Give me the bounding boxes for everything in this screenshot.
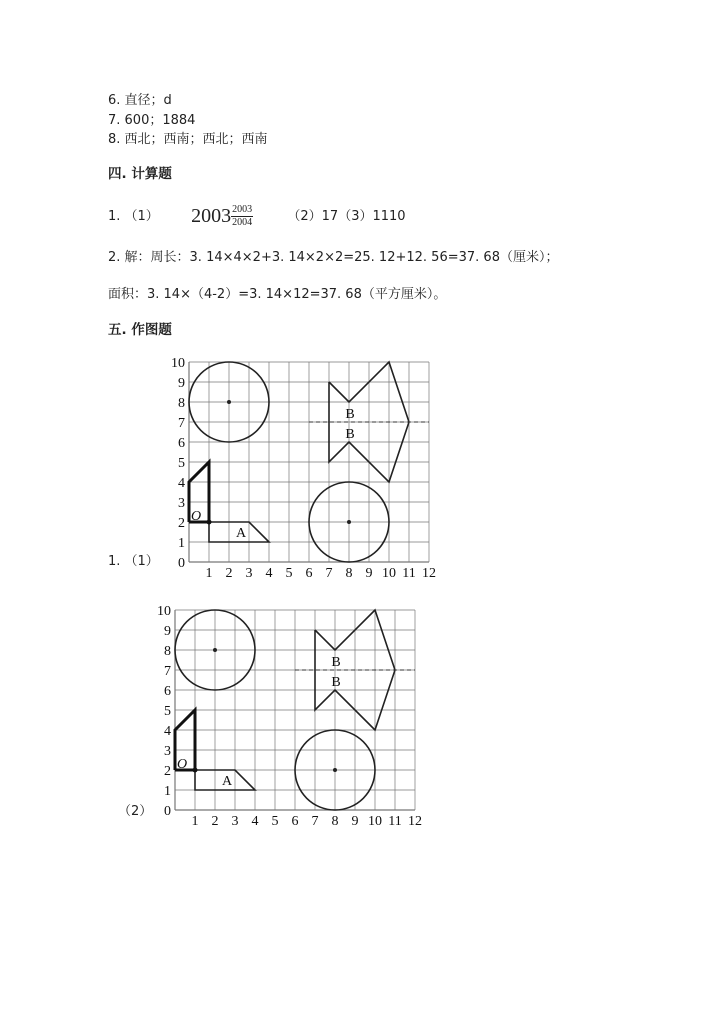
y-tick-label: 9 — [178, 376, 185, 391]
calc-q1-rest: （2）17（3）1110 — [287, 209, 406, 224]
figure-1-label: 1. （1） — [108, 554, 159, 569]
circle-center-dot — [227, 400, 231, 404]
y-tick-label: 10 — [157, 604, 171, 619]
y-tick-label: 7 — [164, 664, 171, 679]
label-b-lower: B — [345, 427, 355, 442]
circle-center-dot — [213, 648, 217, 652]
label-o: O — [190, 509, 202, 524]
circle-center-dot — [333, 768, 337, 772]
y-tick-label: 8 — [164, 644, 171, 659]
y-tick-label: 3 — [164, 744, 171, 759]
y-tick-label: 6 — [178, 436, 185, 451]
x-tick-label: 5 — [271, 814, 279, 829]
label-b-upper: B — [345, 407, 355, 422]
x-tick-label: 3 — [231, 814, 239, 829]
x-tick-label: 12 — [422, 566, 436, 581]
x-tick-label: 11 — [388, 814, 402, 829]
calc-q1-integer: 2003 — [191, 205, 232, 227]
x-tick-label: 10 — [382, 566, 396, 581]
label-b-upper: B — [331, 655, 341, 670]
y-tick-label: 4 — [178, 476, 185, 491]
y-tick-label: 4 — [164, 724, 171, 739]
y-tick-label: 2 — [178, 516, 185, 531]
y-tick-label: 7 — [178, 416, 185, 431]
answer-line-8: 8. 西北；西南；西北；西南 — [108, 132, 268, 147]
x-tick-label: 8 — [345, 566, 353, 581]
fraction-denominator: 2004 — [232, 217, 253, 228]
x-tick-label: 2 — [225, 566, 233, 581]
section-5-title: 五. 作图题 — [108, 322, 172, 338]
label-o: O — [176, 757, 188, 772]
x-tick-label: 2 — [211, 814, 219, 829]
calc-q2-line1: 2. 解：周长：3. 14×4×2+3. 14×2×2=25. 12+12. 56=37. 68（厘米）； — [108, 250, 559, 265]
x-tick-label: 5 — [285, 566, 293, 581]
section-4-title: 四. 计算题 — [108, 166, 172, 182]
x-tick-label: 4 — [251, 814, 259, 829]
y-tick-label: 1 — [164, 784, 171, 799]
y-tick-label: 2 — [164, 764, 171, 779]
y-tick-label: 5 — [178, 456, 185, 471]
x-tick-label: 3 — [245, 566, 253, 581]
y-tick-label: 9 — [164, 624, 171, 639]
point-o-dot — [193, 768, 198, 773]
figure-2-label: （2） — [118, 804, 153, 819]
answer-line-7: 7. 600；1884 — [108, 113, 196, 128]
y-tick-label: 5 — [164, 704, 171, 719]
y-tick-label: 0 — [178, 556, 185, 571]
answer-line-6: 6. 直径；d — [108, 93, 172, 108]
x-tick-label: 7 — [325, 566, 333, 581]
label-a: A — [235, 526, 247, 541]
y-tick-label: 1 — [178, 536, 185, 551]
x-tick-label: 8 — [331, 814, 339, 829]
y-tick-label: 0 — [164, 804, 171, 819]
x-tick-label: 6 — [305, 566, 313, 581]
x-tick-label: 10 — [368, 814, 382, 829]
figure-1-group — [171, 356, 436, 581]
x-tick-label: 9 — [365, 566, 373, 581]
label-b-lower: B — [331, 675, 341, 690]
y-tick-label: 3 — [178, 496, 185, 511]
figure-2-group — [157, 604, 422, 829]
x-tick-label: 9 — [351, 814, 359, 829]
x-tick-label: 1 — [205, 566, 213, 581]
point-o-dot — [207, 520, 212, 525]
x-tick-label: 12 — [408, 814, 422, 829]
y-tick-label: 8 — [178, 396, 185, 411]
calc-q2-line2: 面积：3. 14×（4-2）=3. 14×12=37. 68（平方厘米）。 — [108, 287, 447, 302]
x-tick-label: 4 — [265, 566, 273, 581]
circle-center-dot — [347, 520, 351, 524]
y-tick-label: 6 — [164, 684, 171, 699]
calc-q1-prefix: 1. （1） — [108, 209, 159, 224]
label-a: A — [221, 774, 233, 789]
x-tick-label: 6 — [291, 814, 299, 829]
fraction-numerator: 2003 — [232, 204, 253, 215]
y-tick-label: 10 — [171, 356, 185, 371]
x-tick-label: 11 — [402, 566, 416, 581]
x-tick-label: 7 — [311, 814, 319, 829]
x-tick-label: 1 — [191, 814, 199, 829]
